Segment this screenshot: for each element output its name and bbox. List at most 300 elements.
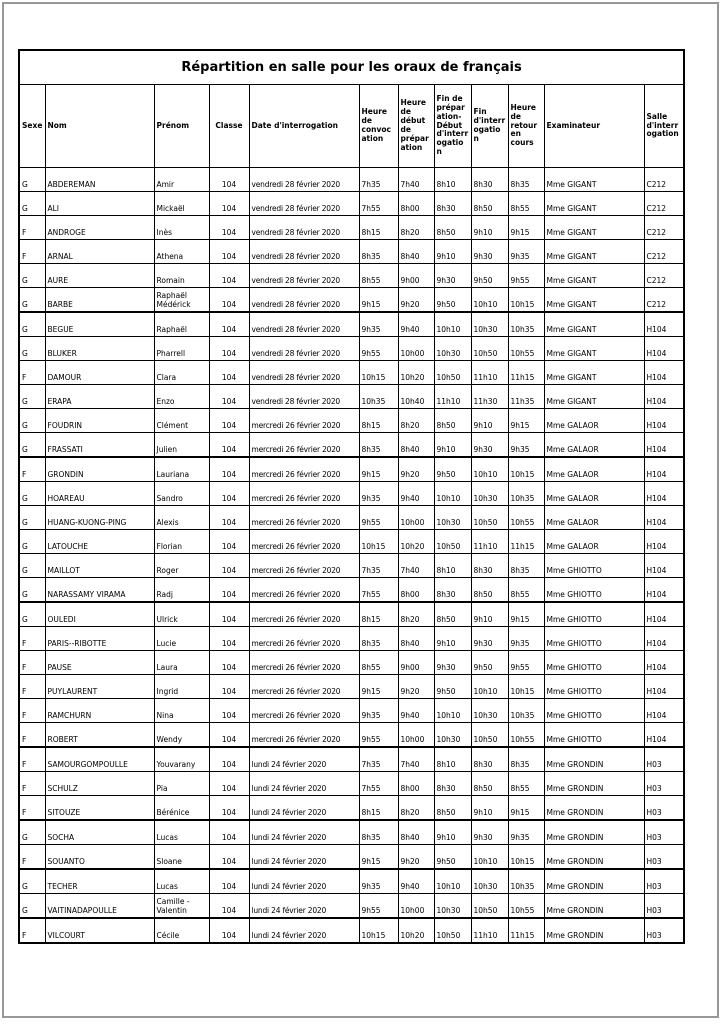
cell-sexe: F	[19, 845, 45, 870]
cell-classe: 104	[209, 337, 249, 361]
cell-prenom: Bérénice	[154, 796, 209, 821]
table-row	[19, 554, 684, 578]
cell-salle_interrogation: C212	[644, 168, 684, 192]
cell-salle_interrogation: H104	[644, 457, 684, 482]
cell-prenom: Cécile	[154, 918, 209, 943]
cell-sexe: F	[19, 216, 45, 240]
cell-heure_retour_en_cours: 9h15	[508, 409, 544, 433]
cell-examinateur: Mme GIGANT	[544, 385, 644, 409]
cell-heure_debut_preparation: 8h20	[398, 796, 434, 821]
cell-heure_debut_preparation: 8h00	[398, 192, 434, 216]
table-row	[19, 845, 684, 870]
cell-fin_interrogation: 9h10	[471, 796, 508, 821]
cell-examinateur: Mme GALAOR	[544, 506, 644, 530]
cell-examinateur: Mme GRONDIN	[544, 747, 644, 772]
cell-fin_interrogation: 11h10	[471, 361, 508, 385]
table-row	[19, 675, 684, 699]
cell-heure_retour_en_cours: 10h15	[508, 675, 544, 699]
document-page	[2, 2, 719, 1018]
cell-classe: 104	[209, 216, 249, 240]
cell-salle_interrogation: H03	[644, 869, 684, 894]
cell-examinateur: Mme GHIOTTO	[544, 651, 644, 675]
cell-salle_interrogation: H03	[644, 845, 684, 870]
cell-heure_debut_preparation: 9h40	[398, 312, 434, 337]
cell-heure_retour_en_cours: 9h55	[508, 651, 544, 675]
cell-nom: ARNAL	[45, 240, 154, 264]
cell-sexe: G	[19, 602, 45, 627]
cell-prenom: Sandro	[154, 482, 209, 506]
column-header-fin_preparation_debut_interrogation: Fin de préparation-Début d'interrogation	[434, 85, 471, 168]
cell-fin_interrogation: 9h30	[471, 627, 508, 651]
column-header-heure_debut_preparation: Heure de début de préparation	[398, 85, 434, 168]
cell-nom: MAILLOT	[45, 554, 154, 578]
cell-fin_preparation_debut_interrogation: 8h10	[434, 747, 471, 772]
cell-prenom: Raphaël	[154, 312, 209, 337]
cell-classe: 104	[209, 796, 249, 821]
cell-heure_debut_preparation: 9h00	[398, 264, 434, 288]
cell-sexe: F	[19, 651, 45, 675]
cell-sexe: G	[19, 869, 45, 894]
cell-date_interrogation: vendredi 28 février 2020	[249, 337, 359, 361]
cell-heure_debut_preparation: 9h40	[398, 699, 434, 723]
cell-examinateur: Mme GHIOTTO	[544, 675, 644, 699]
cell-date_interrogation: mercredi 26 février 2020	[249, 699, 359, 723]
cell-prenom: Clara	[154, 361, 209, 385]
cell-heure_debut_preparation: 10h00	[398, 723, 434, 748]
cell-prenom: Wendy	[154, 723, 209, 748]
cell-fin_preparation_debut_interrogation: 10h10	[434, 699, 471, 723]
cell-heure_debut_preparation: 10h20	[398, 918, 434, 943]
cell-heure_convocation: 9h15	[359, 288, 398, 313]
cell-examinateur: Mme GIGANT	[544, 288, 644, 313]
cell-nom: FRASSATI	[45, 433, 154, 458]
column-header-classe: Classe	[209, 85, 249, 168]
cell-examinateur: Mme GIGANT	[544, 216, 644, 240]
cell-fin_interrogation: 10h10	[471, 675, 508, 699]
table-body	[19, 168, 684, 944]
cell-nom: PARIS--RIBOTTE	[45, 627, 154, 651]
column-header-sexe: Sexe	[19, 85, 45, 168]
cell-heure_convocation: 8h15	[359, 602, 398, 627]
cell-nom: DAMOUR	[45, 361, 154, 385]
cell-date_interrogation: lundi 24 février 2020	[249, 747, 359, 772]
cell-fin_interrogation: 10h30	[471, 699, 508, 723]
cell-heure_convocation: 9h55	[359, 506, 398, 530]
cell-fin_preparation_debut_interrogation: 9h50	[434, 845, 471, 870]
cell-examinateur: Mme GHIOTTO	[544, 602, 644, 627]
cell-examinateur: Mme GRONDIN	[544, 772, 644, 796]
cell-heure_debut_preparation: 9h40	[398, 482, 434, 506]
cell-heure_debut_preparation: 9h20	[398, 675, 434, 699]
cell-examinateur: Mme GRONDIN	[544, 845, 644, 870]
cell-prenom: Ulrick	[154, 602, 209, 627]
cell-salle_interrogation: H104	[644, 482, 684, 506]
cell-nom: PUYLAURENT	[45, 675, 154, 699]
cell-salle_interrogation: H03	[644, 894, 684, 919]
cell-prenom: Raphaël Médérick	[154, 288, 209, 313]
cell-prenom: Lucie	[154, 627, 209, 651]
cell-heure_debut_preparation: 9h20	[398, 457, 434, 482]
cell-heure_retour_en_cours: 10h35	[508, 482, 544, 506]
cell-fin_interrogation: 10h50	[471, 506, 508, 530]
cell-salle_interrogation: H104	[644, 385, 684, 409]
cell-heure_retour_en_cours: 10h15	[508, 457, 544, 482]
cell-fin_preparation_debut_interrogation: 9h10	[434, 627, 471, 651]
cell-nom: OULEDI	[45, 602, 154, 627]
cell-heure_retour_en_cours: 9h15	[508, 796, 544, 821]
cell-fin_interrogation: 9h10	[471, 409, 508, 433]
cell-heure_retour_en_cours: 9h35	[508, 240, 544, 264]
cell-fin_interrogation: 11h30	[471, 385, 508, 409]
cell-prenom: Mickaël	[154, 192, 209, 216]
cell-salle_interrogation: C212	[644, 264, 684, 288]
cell-examinateur: Mme GIGANT	[544, 361, 644, 385]
cell-heure_convocation: 7h35	[359, 747, 398, 772]
cell-salle_interrogation: H104	[644, 506, 684, 530]
cell-fin_interrogation: 10h30	[471, 312, 508, 337]
cell-fin_interrogation: 10h10	[471, 457, 508, 482]
cell-nom: SITOUZE	[45, 796, 154, 821]
cell-salle_interrogation: H104	[644, 433, 684, 458]
cell-sexe: G	[19, 482, 45, 506]
cell-fin_preparation_debut_interrogation: 8h50	[434, 796, 471, 821]
cell-classe: 104	[209, 385, 249, 409]
cell-fin_interrogation: 9h50	[471, 651, 508, 675]
cell-sexe: G	[19, 578, 45, 603]
cell-salle_interrogation: C212	[644, 288, 684, 313]
cell-date_interrogation: mercredi 26 février 2020	[249, 651, 359, 675]
cell-classe: 104	[209, 457, 249, 482]
cell-sexe: G	[19, 288, 45, 313]
cell-sexe: F	[19, 699, 45, 723]
cell-heure_retour_en_cours: 9h35	[508, 433, 544, 458]
table-row	[19, 288, 684, 313]
cell-classe: 104	[209, 869, 249, 894]
cell-fin_interrogation: 8h50	[471, 192, 508, 216]
cell-prenom: Laura	[154, 651, 209, 675]
cell-classe: 104	[209, 602, 249, 627]
cell-classe: 104	[209, 240, 249, 264]
cell-fin_preparation_debut_interrogation: 10h30	[434, 894, 471, 919]
cell-classe: 104	[209, 845, 249, 870]
cell-fin_preparation_debut_interrogation: 10h10	[434, 869, 471, 894]
cell-nom: SOUANTO	[45, 845, 154, 870]
cell-prenom: Inès	[154, 216, 209, 240]
page-title: Répartition en salle pour les oraux de français	[19, 50, 684, 85]
cell-fin_interrogation: 10h10	[471, 845, 508, 870]
cell-fin_interrogation: 8h50	[471, 578, 508, 603]
cell-prenom: Enzo	[154, 385, 209, 409]
cell-sexe: F	[19, 627, 45, 651]
cell-fin_interrogation: 9h30	[471, 240, 508, 264]
cell-fin_interrogation: 8h30	[471, 747, 508, 772]
cell-fin_interrogation: 8h30	[471, 554, 508, 578]
cell-classe: 104	[209, 312, 249, 337]
cell-fin_interrogation: 10h30	[471, 869, 508, 894]
cell-prenom: Youvarany	[154, 747, 209, 772]
cell-heure_retour_en_cours: 8h55	[508, 192, 544, 216]
cell-heure_convocation: 8h15	[359, 216, 398, 240]
table-row	[19, 699, 684, 723]
cell-fin_preparation_debut_interrogation: 8h10	[434, 554, 471, 578]
cell-date_interrogation: mercredi 26 février 2020	[249, 627, 359, 651]
cell-classe: 104	[209, 554, 249, 578]
table-row	[19, 192, 684, 216]
cell-nom: HOAREAU	[45, 482, 154, 506]
cell-heure_debut_preparation: 10h00	[398, 506, 434, 530]
cell-date_interrogation: lundi 24 février 2020	[249, 820, 359, 845]
cell-heure_debut_preparation: 8h40	[398, 627, 434, 651]
cell-heure_debut_preparation: 9h20	[398, 845, 434, 870]
cell-heure_convocation: 9h35	[359, 312, 398, 337]
cell-fin_interrogation: 9h10	[471, 216, 508, 240]
cell-nom: LATOUCHE	[45, 530, 154, 554]
cell-nom: ERAPA	[45, 385, 154, 409]
cell-fin_interrogation: 8h30	[471, 168, 508, 192]
cell-heure_retour_en_cours: 8h35	[508, 747, 544, 772]
table-row	[19, 747, 684, 772]
cell-classe: 104	[209, 723, 249, 748]
cell-sexe: F	[19, 240, 45, 264]
cell-nom: GRONDIN	[45, 457, 154, 482]
cell-fin_preparation_debut_interrogation: 8h50	[434, 409, 471, 433]
cell-date_interrogation: mercredi 26 février 2020	[249, 723, 359, 748]
cell-examinateur: Mme GIGANT	[544, 337, 644, 361]
table-row	[19, 385, 684, 409]
cell-salle_interrogation: H104	[644, 530, 684, 554]
cell-heure_retour_en_cours: 10h15	[508, 845, 544, 870]
table-row	[19, 627, 684, 651]
cell-prenom: Camille - Valentin	[154, 894, 209, 919]
cell-date_interrogation: mercredi 26 février 2020	[249, 554, 359, 578]
cell-salle_interrogation: C212	[644, 240, 684, 264]
cell-salle_interrogation: H03	[644, 918, 684, 943]
table-row	[19, 772, 684, 796]
cell-nom: NARASSAMY VIRAMA	[45, 578, 154, 603]
cell-date_interrogation: lundi 24 février 2020	[249, 894, 359, 919]
cell-fin_preparation_debut_interrogation: 10h10	[434, 482, 471, 506]
cell-date_interrogation: mercredi 26 février 2020	[249, 675, 359, 699]
cell-classe: 104	[209, 627, 249, 651]
cell-prenom: Clément	[154, 409, 209, 433]
cell-fin_interrogation: 9h30	[471, 433, 508, 458]
cell-sexe: G	[19, 894, 45, 919]
cell-heure_convocation: 9h15	[359, 457, 398, 482]
cell-heure_retour_en_cours: 10h35	[508, 869, 544, 894]
cell-fin_preparation_debut_interrogation: 8h50	[434, 216, 471, 240]
table-row	[19, 168, 684, 192]
cell-classe: 104	[209, 699, 249, 723]
table-row	[19, 869, 684, 894]
cell-prenom: Ingrid	[154, 675, 209, 699]
cell-examinateur: Mme GIGANT	[544, 264, 644, 288]
cell-prenom: Julien	[154, 433, 209, 458]
cell-heure_retour_en_cours: 10h55	[508, 723, 544, 748]
cell-date_interrogation: vendredi 28 février 2020	[249, 240, 359, 264]
cell-date_interrogation: mercredi 26 février 2020	[249, 409, 359, 433]
cell-nom: ROBERT	[45, 723, 154, 748]
cell-salle_interrogation: H104	[644, 723, 684, 748]
cell-nom: ABDEREMAN	[45, 168, 154, 192]
cell-heure_convocation: 9h35	[359, 869, 398, 894]
cell-heure_debut_preparation: 10h00	[398, 894, 434, 919]
cell-examinateur: Mme GHIOTTO	[544, 699, 644, 723]
cell-examinateur: Mme GRONDIN	[544, 894, 644, 919]
cell-heure_debut_preparation: 8h00	[398, 772, 434, 796]
cell-heure_retour_en_cours: 9h35	[508, 820, 544, 845]
cell-sexe: G	[19, 409, 45, 433]
cell-fin_preparation_debut_interrogation: 9h50	[434, 457, 471, 482]
cell-heure_convocation: 8h35	[359, 240, 398, 264]
cell-fin_interrogation: 10h50	[471, 337, 508, 361]
table-row	[19, 312, 684, 337]
cell-classe: 104	[209, 894, 249, 919]
cell-salle_interrogation: H104	[644, 627, 684, 651]
cell-classe: 104	[209, 675, 249, 699]
cell-heure_retour_en_cours: 10h55	[508, 337, 544, 361]
cell-prenom: Athena	[154, 240, 209, 264]
cell-heure_debut_preparation: 8h40	[398, 433, 434, 458]
cell-classe: 104	[209, 747, 249, 772]
cell-sexe: G	[19, 820, 45, 845]
cell-fin_interrogation: 9h10	[471, 602, 508, 627]
cell-heure_retour_en_cours: 9h35	[508, 627, 544, 651]
cell-heure_convocation: 9h55	[359, 723, 398, 748]
cell-heure_debut_preparation: 9h40	[398, 869, 434, 894]
cell-date_interrogation: lundi 24 février 2020	[249, 796, 359, 821]
cell-classe: 104	[209, 651, 249, 675]
cell-classe: 104	[209, 506, 249, 530]
table-row	[19, 506, 684, 530]
cell-heure_debut_preparation: 8h00	[398, 578, 434, 603]
cell-examinateur: Mme GRONDIN	[544, 918, 644, 943]
cell-prenom: Florian	[154, 530, 209, 554]
cell-fin_preparation_debut_interrogation: 8h30	[434, 578, 471, 603]
cell-sexe: F	[19, 361, 45, 385]
column-header-heure_retour_en_cours: Heure de retour en cours	[508, 85, 544, 168]
cell-heure_retour_en_cours: 9h15	[508, 602, 544, 627]
cell-fin_preparation_debut_interrogation: 11h10	[434, 385, 471, 409]
cell-nom: BARBE	[45, 288, 154, 313]
cell-prenom: Pharrell	[154, 337, 209, 361]
cell-examinateur: Mme GIGANT	[544, 192, 644, 216]
column-header-nom: Nom	[45, 85, 154, 168]
cell-classe: 104	[209, 918, 249, 943]
cell-heure_convocation: 10h15	[359, 918, 398, 943]
cell-heure_debut_preparation: 8h20	[398, 602, 434, 627]
cell-heure_debut_preparation: 8h40	[398, 820, 434, 845]
table-row	[19, 457, 684, 482]
cell-sexe: F	[19, 918, 45, 943]
cell-date_interrogation: vendredi 28 février 2020	[249, 264, 359, 288]
cell-salle_interrogation: H104	[644, 602, 684, 627]
cell-date_interrogation: lundi 24 février 2020	[249, 772, 359, 796]
cell-prenom: Lauriana	[154, 457, 209, 482]
cell-date_interrogation: lundi 24 février 2020	[249, 869, 359, 894]
cell-prenom: Amir	[154, 168, 209, 192]
cell-heure_debut_preparation: 10h20	[398, 530, 434, 554]
column-header-heure_convocation: Heure de convocation	[359, 85, 398, 168]
cell-classe: 104	[209, 772, 249, 796]
cell-classe: 104	[209, 433, 249, 458]
cell-salle_interrogation: H104	[644, 312, 684, 337]
cell-fin_interrogation: 10h10	[471, 288, 508, 313]
cell-heure_retour_en_cours: 9h15	[508, 216, 544, 240]
cell-heure_debut_preparation: 7h40	[398, 747, 434, 772]
cell-fin_interrogation: 9h50	[471, 264, 508, 288]
table-row	[19, 409, 684, 433]
cell-fin_preparation_debut_interrogation: 8h30	[434, 772, 471, 796]
cell-salle_interrogation: H03	[644, 820, 684, 845]
table-row	[19, 578, 684, 603]
cell-heure_retour_en_cours: 11h15	[508, 530, 544, 554]
cell-salle_interrogation: H104	[644, 699, 684, 723]
cell-date_interrogation: vendredi 28 février 2020	[249, 385, 359, 409]
cell-heure_debut_preparation: 9h20	[398, 288, 434, 313]
cell-salle_interrogation: H03	[644, 796, 684, 821]
cell-date_interrogation: mercredi 26 février 2020	[249, 530, 359, 554]
cell-fin_interrogation: 10h30	[471, 482, 508, 506]
cell-examinateur: Mme GHIOTTO	[544, 627, 644, 651]
cell-date_interrogation: mercredi 26 février 2020	[249, 578, 359, 603]
cell-examinateur: Mme GALAOR	[544, 409, 644, 433]
cell-examinateur: Mme GALAOR	[544, 530, 644, 554]
column-header-fin_interrogation: Fin d'interrogation	[471, 85, 508, 168]
cell-classe: 104	[209, 578, 249, 603]
table-row	[19, 796, 684, 821]
cell-nom: RAMCHURN	[45, 699, 154, 723]
cell-sexe: F	[19, 747, 45, 772]
cell-heure_debut_preparation: 10h00	[398, 337, 434, 361]
table-row	[19, 602, 684, 627]
cell-classe: 104	[209, 820, 249, 845]
table-row	[19, 361, 684, 385]
cell-fin_preparation_debut_interrogation: 9h50	[434, 675, 471, 699]
cell-heure_convocation: 10h35	[359, 385, 398, 409]
cell-fin_interrogation: 9h30	[471, 820, 508, 845]
cell-date_interrogation: vendredi 28 février 2020	[249, 168, 359, 192]
cell-examinateur: Mme GIGANT	[544, 312, 644, 337]
cell-heure_retour_en_cours: 10h55	[508, 506, 544, 530]
title-row	[19, 50, 684, 85]
cell-date_interrogation: lundi 24 février 2020	[249, 845, 359, 870]
cell-date_interrogation: mercredi 26 février 2020	[249, 433, 359, 458]
cell-classe: 104	[209, 288, 249, 313]
table-row	[19, 240, 684, 264]
cell-prenom: Lucas	[154, 820, 209, 845]
cell-heure_debut_preparation: 8h40	[398, 240, 434, 264]
cell-fin_preparation_debut_interrogation: 10h50	[434, 918, 471, 943]
cell-heure_convocation: 7h35	[359, 554, 398, 578]
table-header-row	[19, 85, 684, 168]
cell-fin_interrogation: 10h50	[471, 723, 508, 748]
cell-salle_interrogation: H104	[644, 337, 684, 361]
cell-prenom: Pia	[154, 772, 209, 796]
cell-salle_interrogation: C212	[644, 216, 684, 240]
cell-nom: SOCHA	[45, 820, 154, 845]
cell-date_interrogation: mercredi 26 février 2020	[249, 457, 359, 482]
cell-heure_convocation: 10h15	[359, 530, 398, 554]
column-header-prenom: Prénom	[154, 85, 209, 168]
cell-nom: BEGUE	[45, 312, 154, 337]
cell-salle_interrogation: H104	[644, 675, 684, 699]
cell-date_interrogation: vendredi 28 février 2020	[249, 312, 359, 337]
cell-heure_debut_preparation: 8h20	[398, 409, 434, 433]
cell-heure_convocation: 7h55	[359, 192, 398, 216]
cell-fin_preparation_debut_interrogation: 9h10	[434, 433, 471, 458]
cell-date_interrogation: lundi 24 février 2020	[249, 918, 359, 943]
cell-fin_interrogation: 11h10	[471, 530, 508, 554]
